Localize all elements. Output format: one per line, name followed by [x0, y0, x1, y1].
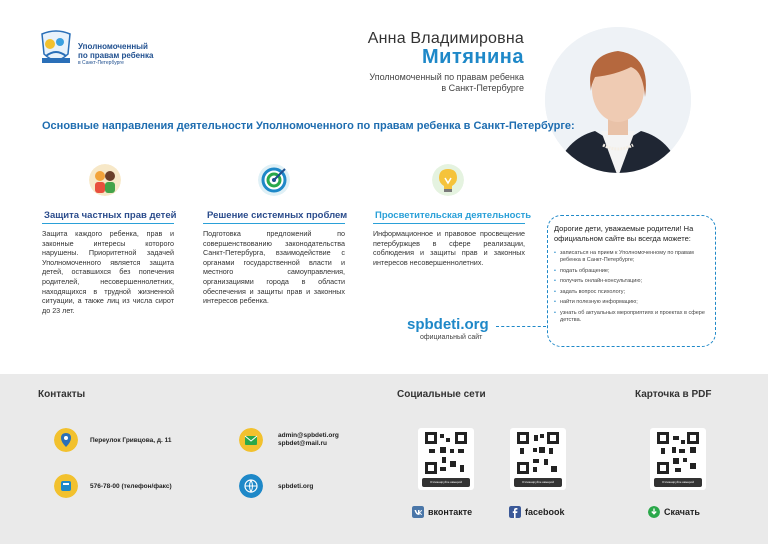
location-pin-icon — [54, 428, 78, 452]
list-item: • подать обращение; — [554, 268, 712, 275]
address-text: Переулок Гривцова, д. 11 — [90, 437, 172, 444]
column-title-systemic-problems: Решение системных проблем — [207, 210, 348, 221]
lightbulb-icon — [432, 164, 464, 196]
email-1[interactable]: admin@spbdeti.org — [278, 432, 339, 439]
email-addresses — [278, 432, 339, 448]
facebook-link[interactable]: facebook — [525, 507, 565, 517]
email-2[interactable]: spbdet@mail.ru — [278, 440, 327, 447]
qr-caption: Отсканируйте камерой — [654, 478, 702, 487]
qr-card-pdf[interactable] — [650, 428, 706, 490]
qr-code-icon — [425, 432, 467, 474]
download-icon[interactable] — [648, 506, 660, 518]
column-title-private-rights: Защита частных прав детей — [44, 210, 177, 221]
person-role — [369, 72, 524, 94]
vk-icon[interactable] — [412, 506, 424, 518]
download-link[interactable]: Скачать — [664, 507, 700, 517]
globe-icon — [239, 474, 263, 498]
role-line-1: Уполномоченный по правам ребенка — [369, 72, 524, 82]
list-item: • найти полезную информацию; — [554, 299, 712, 306]
qr-code-icon — [517, 432, 559, 474]
social-title: Социальные сети — [397, 389, 486, 400]
qr-card-facebook[interactable] — [510, 428, 566, 490]
main-heading: Основные направления деятельности Уполномоченного по правам ребенка в Санкт-Петербурге: — [42, 120, 575, 132]
qr-caption: Отсканируйте камерой — [422, 478, 470, 487]
children-icon — [89, 164, 121, 196]
phone-text: 576-78-00 (телефон/факс) — [90, 483, 172, 490]
role-line-2: в Санкт-Петербурге — [441, 83, 524, 93]
person-surname: Митянина — [422, 46, 524, 68]
qr-caption: Отсканируйте камерой — [514, 478, 562, 487]
notice-list — [554, 250, 712, 327]
notice-title: Дорогие дети, уважаемые родители! На официальном сайте вы всегда можете: — [554, 224, 694, 243]
website-text[interactable]: spbdeti.org — [278, 483, 314, 490]
column-text-systemic-problems: Подготовка предложений по совершенствованию законодательства Санкт-Петербурга, взаимодействие с органами государственной власти и местного самоуправления, организациями города в области обеспечения и защиты прав и законных интересов ребенка. — [203, 229, 345, 306]
person-first-names: Анна Владимировна — [367, 30, 524, 47]
list-item: • записаться на прием к Уполномоченному по правам ребенка в Санкт-Петербурге; — [554, 250, 712, 264]
list-item: • задать вопрос психологу; — [554, 289, 712, 296]
list-item: • получить онлайн-консультацию; — [554, 278, 712, 285]
logo-line-1: Уполномоченный — [78, 42, 148, 51]
qr-card-vk[interactable] — [418, 428, 474, 490]
divider-line — [203, 223, 345, 224]
qr-code-icon — [657, 432, 699, 474]
notice-box — [547, 215, 716, 347]
column-text-private-rights: Защита каждого ребенка, прав и законные интересы которого нарушены. Приоритетной задачей Уполномоченного является защита детей, оставшихся без попечения родителей, несовершеннолетних, находящихся в трудной жизненной ситуации, а также лиц из числа сирот до 23 лет. — [42, 229, 174, 315]
pdf-title: Карточка в PDF — [635, 389, 712, 400]
facebook-icon[interactable] — [509, 506, 521, 518]
divider-line — [42, 223, 174, 224]
portrait-photo — [545, 27, 691, 173]
dashed-connector — [496, 326, 546, 327]
column-text-education: Информационное и правовое просвещение петербуржцев в сфере реализации, соблюдения и защиты прав и законных интересов несовершеннолетних. — [373, 229, 525, 267]
site-caption: официальный сайт — [420, 334, 483, 341]
site-url-link[interactable]: spbdeti.org — [407, 316, 489, 333]
logo-line-2: по правам ребенка — [78, 51, 154, 60]
email-icon — [239, 428, 263, 452]
column-title-education: Просветительская деятельность — [375, 210, 532, 221]
footer — [0, 374, 768, 544]
phone-icon — [54, 474, 78, 498]
portrait-illustration — [545, 27, 691, 173]
logo-text — [78, 42, 153, 67]
list-item: • узнать об актуальных мероприятиях и проектах в сфере детства. — [554, 310, 712, 324]
divider-line — [373, 223, 525, 224]
target-icon — [258, 164, 290, 196]
vk-link[interactable]: вконтакте — [428, 507, 473, 517]
logo-line-3: в Санкт-Петербурге — [78, 60, 124, 66]
logo-emblem-icon — [38, 28, 74, 68]
contacts-title: Контакты — [38, 389, 86, 400]
